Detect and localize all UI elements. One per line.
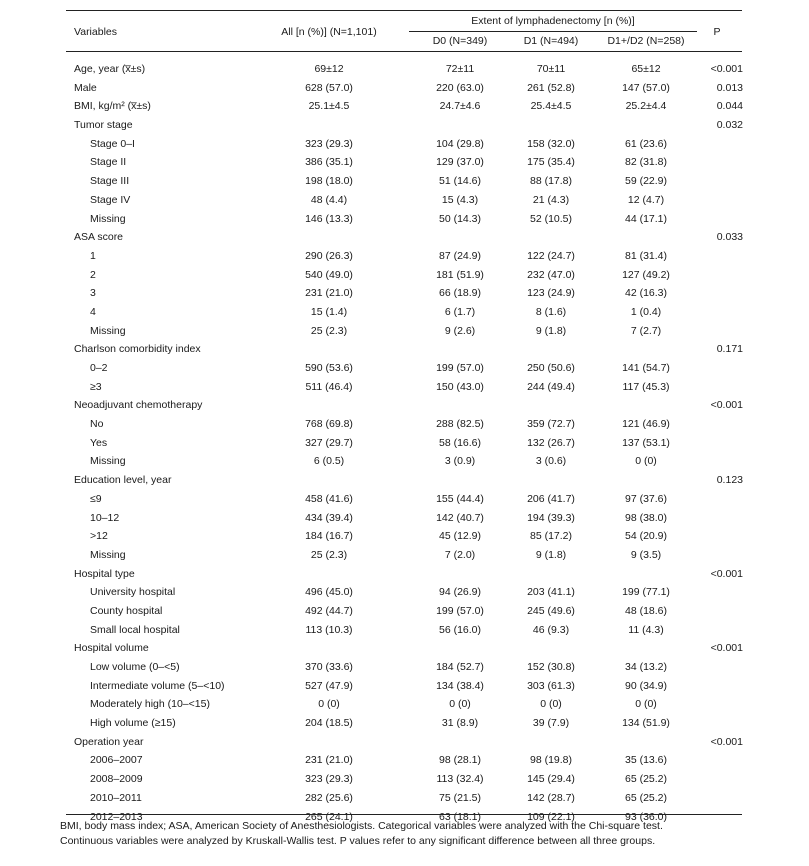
- cell-d1plus-d2: 121 (46.9): [622, 418, 670, 431]
- table-row: [66, 247, 742, 266]
- cell-d0: 56 (16.0): [438, 623, 482, 636]
- row-label: ≥3: [90, 380, 102, 393]
- cell-d0: 199 (57.0): [436, 604, 484, 617]
- table-row: [66, 172, 742, 191]
- row-label: Age, year (x̅±s): [74, 63, 146, 75]
- cell-all: 327 (29.7): [305, 436, 353, 449]
- row-label: Stage II: [90, 156, 127, 169]
- cell-d1: 303 (61.3): [527, 679, 575, 692]
- row-label: Education level, year: [74, 474, 172, 487]
- table-row-category: [66, 471, 742, 490]
- cell-all: 458 (41.6): [305, 492, 353, 505]
- table-row-category: [66, 97, 742, 116]
- table-row: [66, 153, 742, 172]
- cell-d1plus-d2: 141 (54.7): [622, 362, 670, 374]
- cell-d1: 0 (0): [540, 698, 562, 711]
- table-row: [66, 621, 742, 640]
- cell-d1: 88 (17.8): [529, 175, 573, 188]
- cell-d1plus-d2: 97 (37.6): [624, 492, 668, 505]
- cell-all: 290 (26.3): [305, 249, 353, 262]
- cell-all: 204 (18.5): [305, 717, 353, 730]
- cell-all: 113 (10.3): [305, 623, 353, 636]
- row-label: 2: [90, 268, 96, 281]
- cell-d1: 46 (9.3): [532, 623, 570, 636]
- cell-d0: 51 (14.6): [438, 175, 482, 188]
- table-row: [66, 714, 742, 733]
- cell-d1: 85 (17.2): [529, 530, 573, 543]
- cell-d1plus-d2: 35 (13.6): [624, 754, 668, 767]
- cell-all: 323 (29.3): [305, 773, 353, 786]
- cell-d1plus-d2: 1 (0.4): [630, 305, 662, 318]
- cell-all: 496 (45.0): [305, 586, 353, 599]
- cell-d1: 25.4±4.5: [530, 100, 572, 113]
- cell-d1plus-d2: 48 (18.6): [624, 604, 668, 617]
- cell-p-value: 0.044: [716, 100, 743, 113]
- table-top-rule: [66, 10, 742, 11]
- cell-d1: 250 (50.6): [527, 362, 575, 374]
- table-row: [66, 658, 742, 677]
- header-d0: D0 (N=349): [432, 35, 488, 47]
- cell-d1plus-d2: 9 (3.5): [630, 548, 662, 561]
- cell-d1: 98 (19.8): [529, 754, 573, 767]
- header-bottom-rule: [66, 51, 742, 52]
- row-label: 2012–2013: [90, 810, 143, 823]
- table-row: [66, 303, 742, 322]
- cell-p-value: 0.171: [716, 343, 743, 356]
- row-label: Missing: [90, 324, 126, 337]
- row-label: Small local hospital: [90, 623, 180, 636]
- cell-d0: 45 (12.9): [438, 530, 482, 543]
- table-row: [66, 415, 742, 434]
- cell-d1plus-d2: 147 (57.0): [622, 81, 670, 94]
- cell-d1: 52 (10.5): [529, 212, 573, 225]
- row-label: Missing: [90, 548, 126, 561]
- cell-d1plus-d2: 117 (45.3): [622, 380, 670, 393]
- cell-all: 511 (46.4): [305, 380, 353, 393]
- header-p: P: [713, 26, 721, 38]
- table-row: [66, 135, 742, 154]
- cell-d1: 122 (24.7): [527, 249, 575, 262]
- cell-all: 492 (44.7): [305, 604, 353, 617]
- cell-d0: 113 (32.4): [436, 773, 484, 786]
- cell-d1plus-d2: 127 (49.2): [622, 268, 670, 281]
- cell-d0: 87 (24.9): [438, 249, 482, 262]
- table-row-category: [66, 396, 742, 415]
- cell-d1: 244 (49.4): [527, 380, 575, 393]
- table-row: [66, 191, 742, 210]
- table-body: [66, 60, 742, 826]
- row-label: County hospital: [90, 604, 163, 617]
- header-all: All [n (%)] (N=1,101): [281, 26, 377, 38]
- cell-d1: 8 (1.6): [535, 305, 567, 318]
- cell-d1plus-d2: 82 (31.8): [624, 156, 668, 169]
- cell-d1: 132 (26.7): [527, 436, 575, 449]
- table-row: [66, 770, 742, 789]
- cell-d0: 75 (21.5): [438, 791, 482, 804]
- cell-p-value: 0.033: [716, 231, 743, 244]
- cell-d0: 7 (2.0): [444, 548, 476, 561]
- cell-all: 768 (69.8): [305, 418, 353, 431]
- table-row: [66, 434, 742, 453]
- cell-all: 48 (4.4): [310, 193, 348, 206]
- cell-d1plus-d2: 98 (38.0): [624, 511, 668, 524]
- cell-d1: 359 (72.7): [527, 418, 575, 431]
- cell-all: 231 (21.0): [305, 754, 353, 767]
- cell-d0: 94 (26.9): [438, 586, 482, 599]
- cell-d0: 24.7±4.6: [439, 100, 481, 113]
- cell-p-value: 0.013: [716, 81, 743, 94]
- table-row: [66, 210, 742, 229]
- row-label: Tumor stage: [74, 119, 133, 132]
- cell-d1plus-d2: 11 (4.3): [628, 623, 664, 636]
- row-label: Low volume (0–<5): [90, 661, 180, 673]
- row-label: Neoadjuvant chemotherapy: [74, 399, 203, 412]
- row-label: 0–2: [90, 362, 108, 374]
- cell-d0: 98 (28.1): [438, 754, 482, 767]
- cell-d1plus-d2: 0 (0): [635, 698, 657, 711]
- cell-d0: 220 (63.0): [436, 81, 484, 94]
- cell-all: 69±12: [314, 63, 344, 75]
- row-label: Hospital volume: [74, 642, 149, 655]
- cell-d0: 72±11: [445, 63, 475, 75]
- cell-d1plus-d2: 65 (25.2): [624, 791, 668, 804]
- row-label: ≤9: [90, 492, 102, 505]
- row-label: 2010–2011: [90, 791, 142, 804]
- cell-d1plus-d2: 0 (0): [635, 455, 657, 468]
- cell-all: 184 (16.7): [305, 530, 353, 543]
- cell-d0: 0 (0): [449, 698, 471, 711]
- row-label: 4: [90, 305, 96, 318]
- cell-d1: 158 (32.0): [527, 137, 575, 150]
- cell-d1plus-d2: 42 (16.3): [624, 287, 668, 300]
- header-variables: Variables: [74, 26, 117, 38]
- cell-d0: 63 (18.1): [438, 810, 482, 823]
- cell-all: 0 (0): [318, 698, 340, 711]
- cell-d1: 194 (39.3): [527, 511, 575, 524]
- cell-d0: 58 (16.6): [438, 436, 482, 449]
- cell-d0: 66 (18.9): [438, 287, 482, 300]
- cell-d0: 6 (1.7): [444, 305, 476, 318]
- cell-d1plus-d2: 7 (2.7): [630, 324, 662, 337]
- cell-all: 370 (33.6): [305, 661, 353, 673]
- header-d1plus-d2: D1+/D2 (N=258): [607, 35, 685, 47]
- row-label: Intermediate volume (5–<10): [90, 679, 225, 692]
- cell-d0: 129 (37.0): [436, 156, 484, 169]
- header-extent-group: Extent of lymphadenectomy [n (%)]: [471, 15, 635, 27]
- cell-d1plus-d2: 93 (36.0): [624, 810, 668, 823]
- row-label: Missing: [90, 212, 126, 225]
- cell-all: 25 (2.3): [310, 324, 348, 337]
- row-label: >12: [90, 530, 108, 543]
- table-row-category: [66, 116, 742, 135]
- cell-all: 265 (24.1): [305, 810, 353, 823]
- table-row: [66, 378, 742, 397]
- table-row-category: [66, 565, 742, 584]
- cell-d1: 70±11: [536, 63, 566, 75]
- cell-all: 198 (18.0): [305, 175, 353, 188]
- cell-p-value: <0.001: [710, 399, 743, 412]
- cell-all: 590 (53.6): [305, 362, 353, 374]
- cell-d1: 39 (7.9): [532, 717, 570, 730]
- row-label: 3: [90, 287, 96, 300]
- table-row: [66, 695, 742, 714]
- cell-d0: 50 (14.3): [438, 212, 482, 225]
- cell-d1plus-d2: 25.2±4.4: [625, 100, 667, 113]
- cell-d1: 3 (0.6): [535, 455, 567, 468]
- table-row-category: [66, 60, 742, 79]
- header-group-rule: [409, 31, 697, 32]
- table-row: [66, 751, 742, 770]
- cell-d1: 145 (29.4): [527, 773, 575, 786]
- table-row: [66, 527, 742, 546]
- table-footnote: [60, 819, 805, 849]
- cell-d1plus-d2: 44 (17.1): [624, 212, 668, 225]
- cell-p-value: 0.032: [716, 119, 743, 132]
- table-row: [66, 266, 742, 285]
- table-row: [66, 322, 742, 341]
- cell-all: 231 (21.0): [305, 287, 353, 300]
- row-label: No: [90, 418, 104, 431]
- cell-d1: 9 (1.8): [535, 548, 567, 561]
- cell-all: 527 (47.9): [305, 679, 353, 692]
- row-label: Stage 0–I: [90, 137, 135, 150]
- cell-d0: 199 (57.0): [436, 362, 484, 374]
- footnote-line-2: Continuous variables were analyzed by Kruskall-Wallis test. P values refer to any significant difference between all three groups.: [60, 835, 656, 847]
- row-label: ASA score: [74, 231, 124, 244]
- row-label: University hospital: [90, 586, 176, 599]
- cell-d0: 150 (43.0): [436, 380, 484, 393]
- cell-d1: 203 (41.1): [527, 586, 575, 599]
- row-label: Moderately high (10–<15): [90, 698, 210, 711]
- cell-d0: 31 (8.9): [441, 717, 479, 730]
- cell-d0: 104 (29.8): [436, 137, 484, 150]
- cell-p-value: <0.001: [710, 63, 743, 75]
- cell-d1plus-d2: 65 (25.2): [624, 773, 668, 786]
- cell-d1plus-d2: 81 (31.4): [624, 249, 668, 262]
- cell-d0: 288 (82.5): [436, 418, 484, 431]
- cell-all: 540 (49.0): [305, 268, 353, 281]
- table-row: [66, 602, 742, 621]
- cell-d1: 232 (47.0): [527, 268, 575, 281]
- cell-d1: 142 (28.7): [527, 791, 575, 804]
- footnote-line-1: BMI, body mass index; ASA, American Society of Anesthesiologists. Categorical variables were analyzed with the Chi-square test.: [60, 820, 663, 832]
- cell-all: 628 (57.0): [305, 81, 353, 94]
- cell-d0: 142 (40.7): [436, 511, 484, 524]
- table-row: [66, 583, 742, 602]
- cell-d1: 261 (52.8): [527, 81, 575, 94]
- row-label: 2006–2007: [90, 754, 143, 767]
- table-row: [66, 509, 742, 528]
- cell-all: 6 (0.5): [313, 455, 345, 468]
- cell-d1plus-d2: 65±12: [631, 63, 661, 75]
- cell-d0: 9 (2.6): [444, 324, 476, 337]
- cell-p-value: <0.001: [710, 567, 743, 580]
- table-row-category: [66, 79, 742, 98]
- cell-d1plus-d2: 61 (23.6): [624, 137, 668, 150]
- table-row: [66, 546, 742, 565]
- row-label: Hospital type: [74, 567, 135, 580]
- row-label: BMI, kg/m² (x̅±s): [74, 100, 151, 113]
- cell-d0: 184 (52.7): [436, 661, 484, 673]
- table-row: [66, 490, 742, 509]
- cell-p-value: <0.001: [710, 735, 743, 748]
- row-label: Operation year: [74, 735, 144, 748]
- cell-d1plus-d2: 199 (77.1): [622, 586, 670, 599]
- row-label: Yes: [90, 436, 108, 449]
- table-row: [66, 359, 742, 378]
- cell-d0: 181 (51.9): [436, 268, 484, 281]
- row-label: 10–12: [90, 511, 120, 524]
- row-label: Male: [74, 81, 97, 94]
- table-row: [66, 677, 742, 696]
- cell-d1plus-d2: 54 (20.9): [624, 530, 668, 543]
- cell-d0: 155 (44.4): [436, 492, 484, 505]
- cell-all: 386 (35.1): [305, 156, 353, 169]
- cell-p-value: 0.123: [716, 474, 743, 487]
- table-row-category: [66, 228, 742, 247]
- cell-all: 323 (29.3): [305, 137, 353, 150]
- cell-p-value: <0.001: [710, 642, 743, 655]
- row-label: High volume (≥15): [90, 717, 176, 730]
- cell-all: 15 (1.4): [310, 305, 348, 318]
- cell-d1plus-d2: 12 (4.7): [627, 193, 665, 206]
- cell-d1: 245 (49.6): [527, 604, 575, 617]
- table-row-category: [66, 733, 742, 752]
- cell-d1plus-d2: 90 (34.9): [624, 679, 668, 692]
- cell-d1: 109 (22.1): [527, 810, 575, 823]
- row-label: Charlson comorbidity index: [74, 343, 201, 356]
- table-bottom-rule: [66, 814, 742, 815]
- cell-d1: 123 (24.9): [527, 287, 575, 300]
- cell-all: 25.1±4.5: [308, 100, 350, 113]
- cell-d0: 134 (38.4): [436, 679, 484, 692]
- table-row: [66, 452, 742, 471]
- cell-d1: 9 (1.8): [535, 324, 567, 337]
- cell-all: 25 (2.3): [310, 548, 348, 561]
- table-row-category: [66, 340, 742, 359]
- cell-d1: 175 (35.4): [527, 156, 575, 169]
- row-label: Missing: [90, 455, 126, 468]
- cell-d1: 152 (30.8): [527, 661, 575, 673]
- row-label: Stage III: [90, 175, 130, 188]
- row-label: 2008–2009: [90, 773, 143, 786]
- cell-d1: 21 (4.3): [532, 193, 570, 206]
- cell-all: 282 (25.6): [305, 791, 353, 804]
- cell-d1plus-d2: 34 (13.2): [624, 661, 668, 673]
- header-d1: D1 (N=494): [523, 35, 579, 47]
- cell-all: 434 (39.4): [305, 511, 353, 524]
- row-label: 1: [90, 249, 96, 262]
- cell-d1plus-d2: 59 (22.9): [624, 175, 668, 188]
- row-label: Stage IV: [90, 193, 131, 206]
- cell-d0: 3 (0.9): [444, 455, 476, 468]
- table-row: [66, 789, 742, 808]
- cell-d1: 206 (41.7): [527, 492, 575, 505]
- table-row: [66, 284, 742, 303]
- cell-d1plus-d2: 134 (51.9): [622, 717, 670, 730]
- table-row-category: [66, 639, 742, 658]
- cell-d1plus-d2: 137 (53.1): [622, 436, 670, 449]
- cell-d0: 15 (4.3): [441, 193, 479, 206]
- cell-all: 146 (13.3): [305, 212, 353, 225]
